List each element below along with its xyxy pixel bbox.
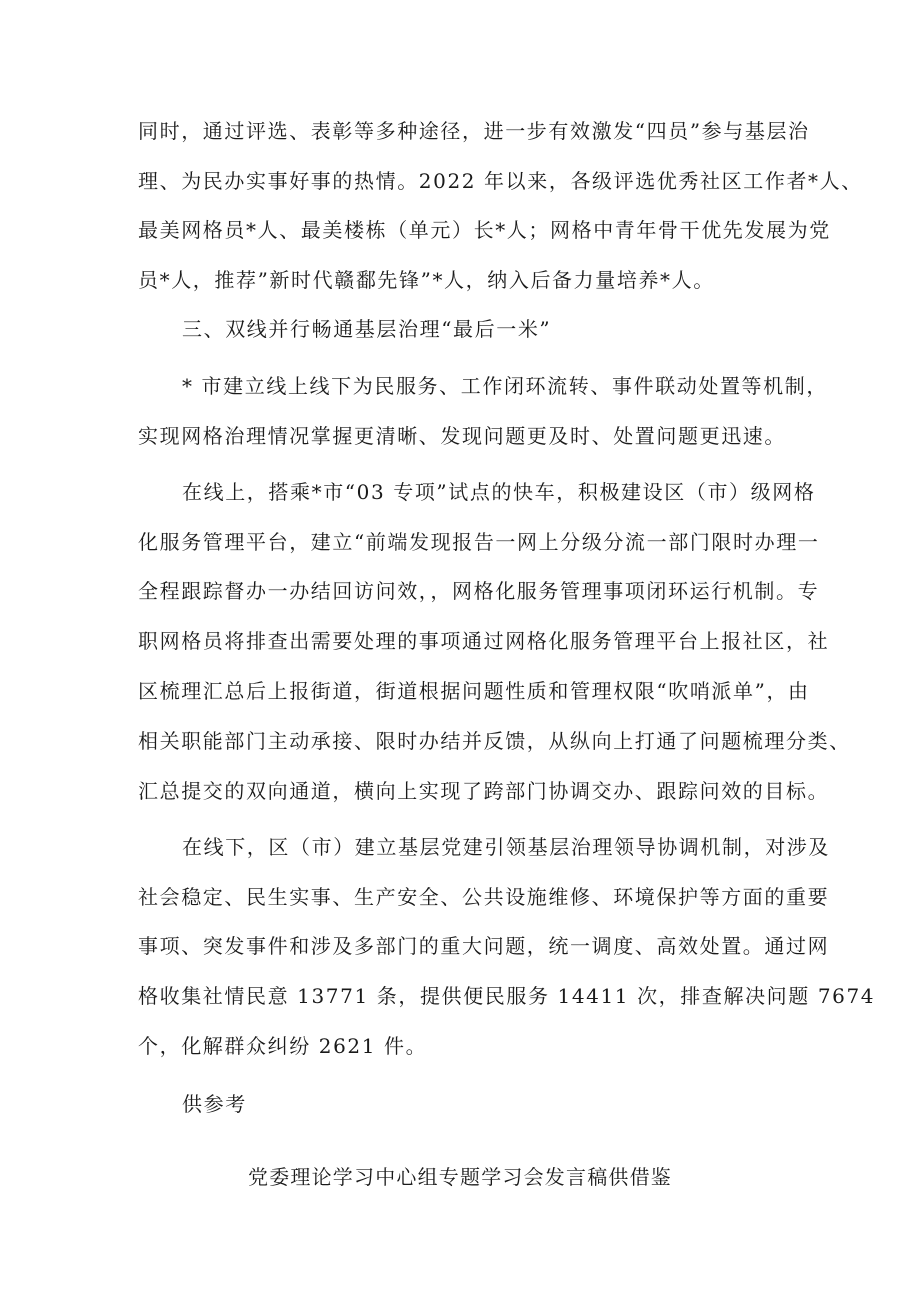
paragraph-line: 实现网格治理情况掌握更清晰、发现问题更及时、处置问题更迅速。 (138, 424, 786, 448)
paragraph-line: * 市建立线上线下为民服务、工作闭环流转、事件联动处置等机制， (182, 374, 828, 398)
footer-note: 供参考 (182, 1092, 247, 1116)
paragraph-line: 职网格员将排查出需要处理的事项通过网格化服务管理平台上报社区，社 (138, 629, 830, 653)
paragraph-line: 个，化解群众纠纷 2621 件。 (138, 1034, 428, 1058)
paragraph-line: 在线下，区（市）建立基层党建引领基层治理领导协调机制，对涉及 (182, 835, 830, 859)
paragraph-line: 区梳理汇总后上报街道，街道根据问题性质和管理权限“吹哨派单”，由 (138, 679, 810, 703)
paragraph-line: 相关职能部门主动承接、限时办结并反馈，从纵向上打通了问题梳理分类、 (138, 729, 851, 753)
paragraph-line: 汇总提交的双向通道，横向上实现了跨部门协调交办、跟踪问效的目标。 (138, 779, 830, 803)
paragraph-line: 在线上，搭乘*市“03 专项”试点的快车，积极建设区（市）级网格 (182, 480, 816, 504)
paragraph-line: 事项、突发事件和涉及多部门的重大问题，统一调度、高效处置。通过网 (138, 934, 830, 958)
next-document-title: 党委理论学习中心组专题学习会发言稿供借鉴 (248, 1165, 672, 1189)
paragraph-line: 员*人，推荐”新时代赣鄱先锋”*人，纳入后备力量培养*人。 (138, 268, 715, 292)
paragraph-line: 同时，通过评选、表彰等多种途径，进一步有效激发“四员”参与基层治 (138, 119, 810, 143)
section-heading: 三、双线并行畅通基层治理“最后一米” (182, 317, 552, 341)
paragraph-line: 全程跟踪督办一办结回访问效，，网格化服务管理事项闭环运行机制。专 (138, 579, 820, 603)
paragraph-line: 化服务管理平台，建立“前端发现报告一网上分级分流一部门限时办理一 (138, 530, 820, 554)
paragraph-line: 格收集社情民意 13771 条，提供便民服务 14411 次，排查解决问题 7674 (138, 984, 876, 1008)
paragraph-line: 理、为民办实事好事的热情。2022 年以来，各级评选优秀社区工作者*人、 (138, 169, 863, 193)
paragraph-line: 最美网格员*人、最美楼栋（单元）长*人；网格中青年骨干优先发展为党 (138, 218, 831, 242)
paragraph-line: 社会稳定、民生实事、生产安全、公共设施维修、环境保护等方面的重要 (138, 885, 830, 909)
